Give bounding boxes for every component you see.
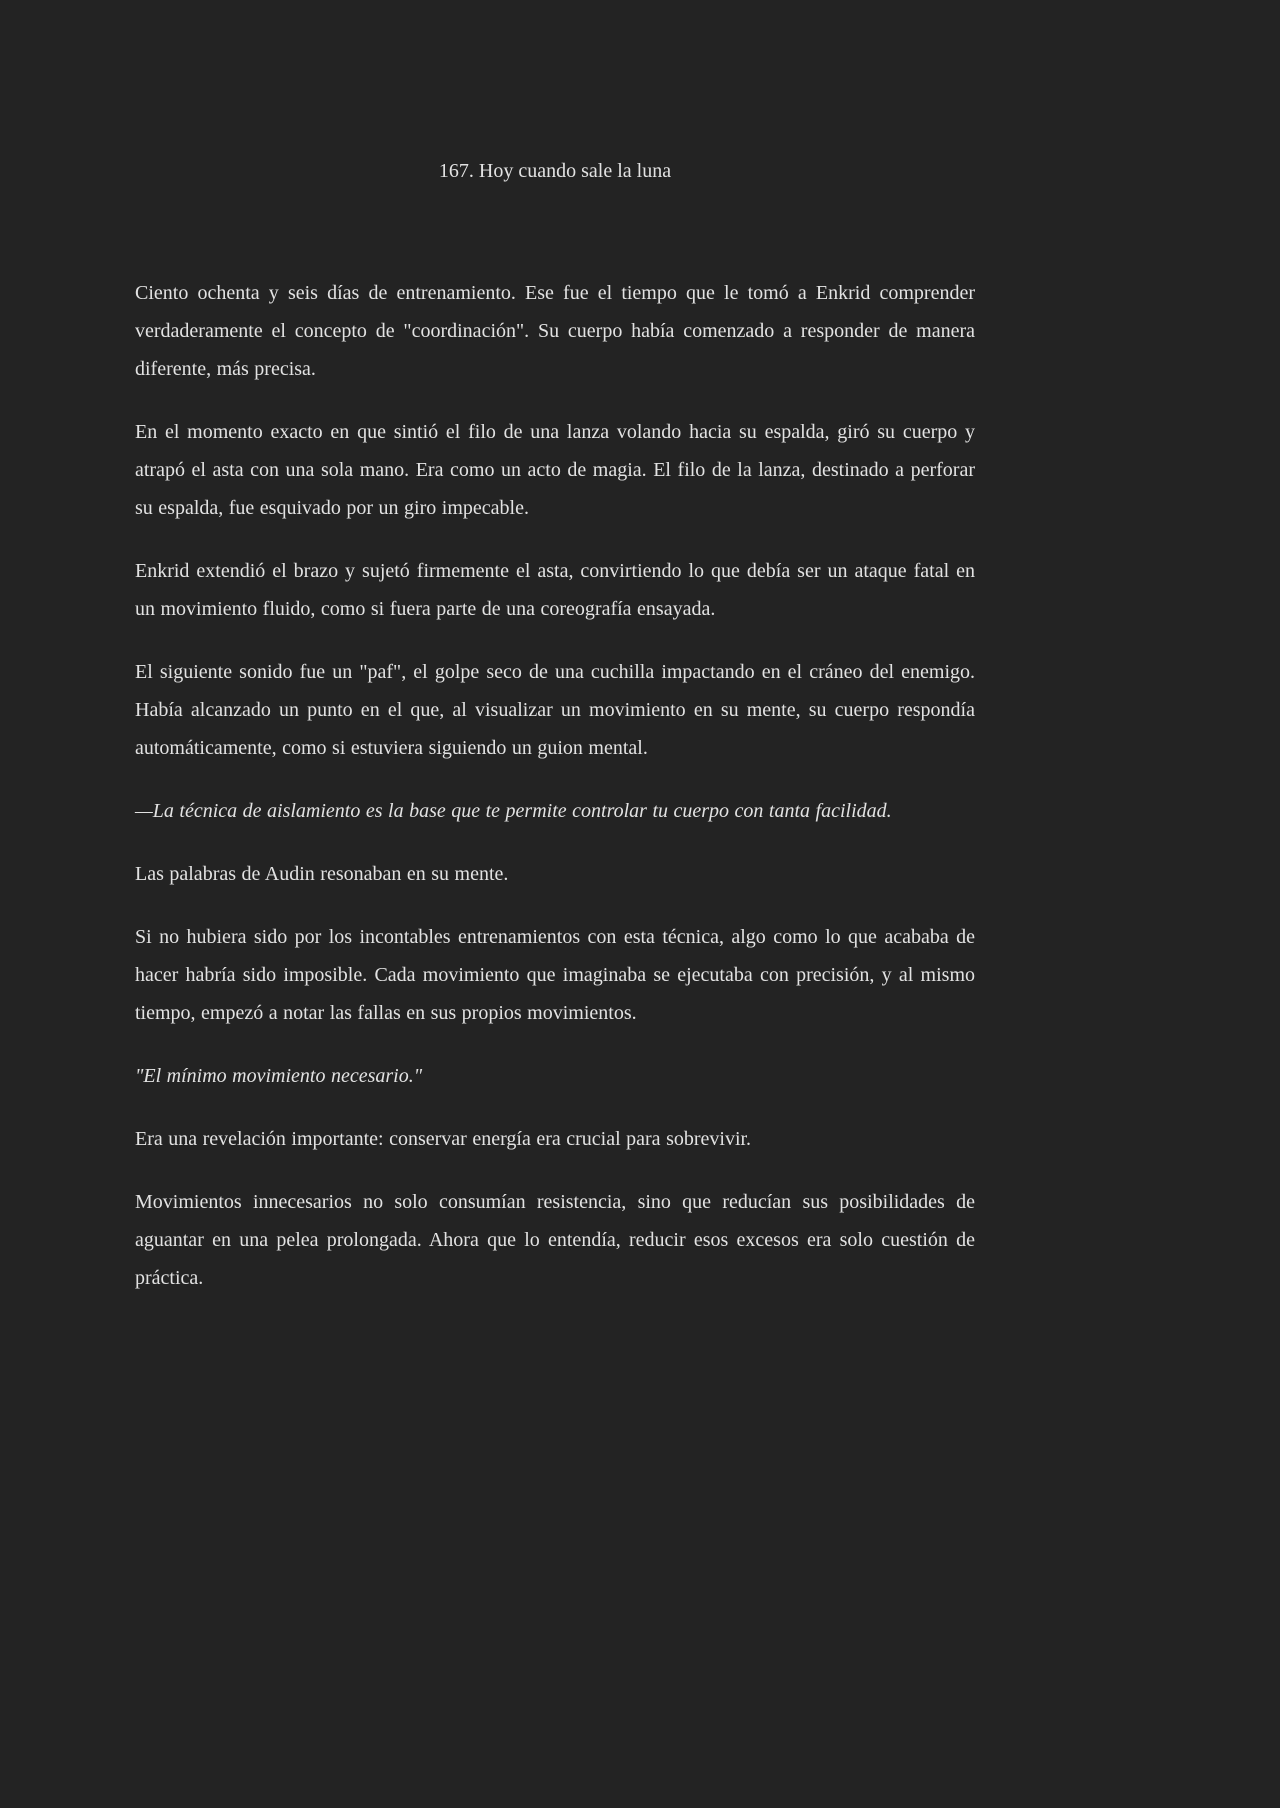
paragraph: El siguiente sonido fue un "paf", el golpe seco de una cuchilla impactando en el cráneo del enemigo. Había alcanzado un punto en el que, al visualizar un movimiento en su mente, su cuerpo respondía automáticamente, como si estuviera siguiendo un guion mental. — [135, 661, 975, 759]
chapter-title: 167. Hoy cuando sale la luna — [438, 160, 672, 182]
chapter-body — [135, 274, 975, 1297]
paragraph: Movimientos innecesarios no solo consumían resistencia, sino que reducían sus posibilidades de aguantar en una pelea prolongada. Ahora que lo entendía, reducir esos excesos era solo cuestión de práctica. — [135, 1191, 975, 1289]
chapter-page — [135, 0, 975, 1297]
paragraph: Ciento ochenta y seis días de entrenamiento. Ese fue el tiempo que le tomó a Enkrid comprender verdaderamente el concepto de "coordinación". Su cuerpo había comenzado a responder de manera diferente, más precisa. — [135, 282, 975, 380]
paragraph: Enkrid extendió el brazo y sujetó firmemente el asta, convirtiendo lo que debía ser un ataque fatal en un movimiento fluido, como si fuera parte de una coreografía ensayada. — [135, 560, 975, 620]
paragraph: Las palabras de Audin resonaban en su mente. — [135, 863, 509, 885]
paragraph: Si no hubiera sido por los incontables entrenamientos con esta técnica, algo como lo que acababa de hacer habría sido imposible. Cada movimiento que imaginaba se ejecutaba con precisión, y al mismo tiempo, empezó a notar las fallas en sus propios movimientos. — [135, 926, 975, 1024]
paragraph: —La técnica de aislamiento es la base que te permite controlar tu cuerpo con tanta facilidad. — [135, 800, 892, 822]
paragraph: Era una revelación importante: conservar energía era crucial para sobrevivir. — [135, 1128, 752, 1150]
paragraph: "El mínimo movimiento necesario." — [135, 1065, 423, 1087]
paragraph: En el momento exacto en que sintió el filo de una lanza volando hacia su espalda, giró su cuerpo y atrapó el asta con una sola mano. Era como un acto de magia. El filo de la lanza, destinado a perforar su espalda, fue esquivado por un giro impecable. — [135, 421, 975, 519]
